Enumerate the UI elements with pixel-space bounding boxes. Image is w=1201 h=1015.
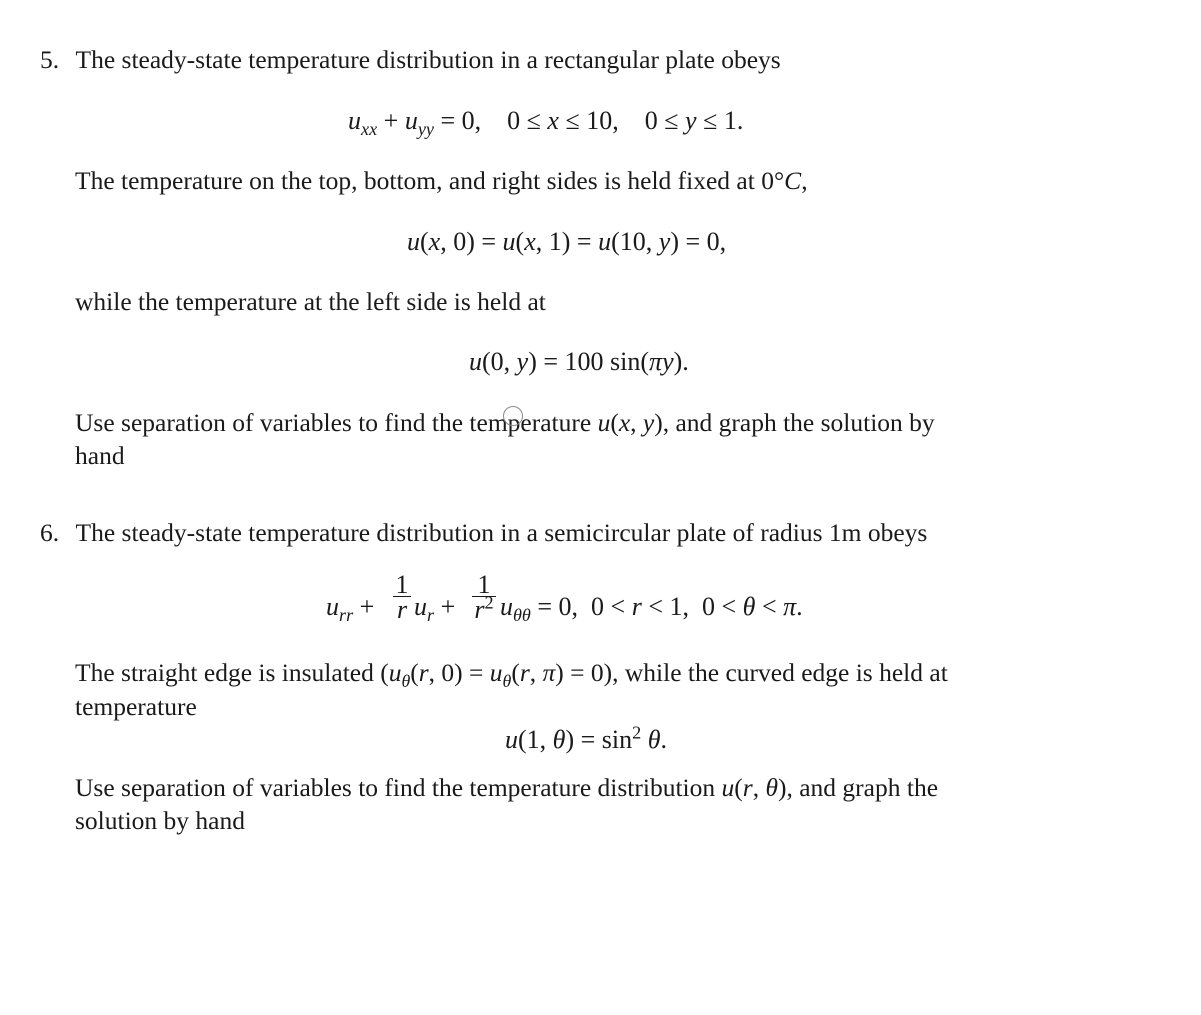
problem6-number: 6.: [40, 518, 60, 547]
problem6-text2-line2: temperature: [75, 692, 197, 721]
problem6-eq2: u(1, $\theta) = \sin^2 \theta$.: [505, 722, 667, 754]
problem6-task-line2: solution by hand: [75, 806, 245, 835]
problem5-intro-text: The steady-state temperature distribution in a rectangular plate obeys: [75, 45, 781, 74]
problem5-eq2: u(x, 0) = u(x, 1) = u(10, y) = 0,: [407, 227, 727, 256]
problem6-intro-text: The steady-state temperature distribution in a semicircular plate of radius 1m obeys: [75, 518, 928, 547]
problem6-intro: [40, 520, 927, 546]
problem5-eq1: $u_{xx} + u_{yy} = 0$, 0 ≤ x ≤ 10, 0 ≤ y ≤ 1.: [348, 106, 744, 140]
problem5-text2: The temperature on the top, bottom, and right sides is held fixed at 0°C,: [75, 166, 808, 195]
problem6-eq1: $u_{rr}$ + 1 r $u_r$ + 1 $r^2$ $u_{\theta\theta} = 0$, 0 < r < 1, 0 < θ < π.: [326, 570, 803, 626]
problem5-task-line2: hand: [75, 441, 125, 470]
problem5-eq3: u(0, y) = 100 sin(πy).: [469, 347, 689, 376]
problem5-number: 5.: [40, 45, 60, 74]
problem6-task-line1: Use separation of variables to find the temperature distribution u(r, θ), and graph the: [75, 773, 939, 802]
problem5-intro: [40, 47, 781, 73]
problem6-text2-line1: The straight edge is insulated ($u_\theta(r$, $0) = u_\theta(r$, π) = 0), while the curved edge is held at: [75, 658, 948, 692]
problem5-task-line1: Use separation of variables to find the temperature u(x, y), and graph the solution by: [75, 408, 935, 437]
cursor-circle-icon: [503, 406, 523, 426]
problem5-text3: while the temperature at the left side is held at: [75, 287, 546, 316]
